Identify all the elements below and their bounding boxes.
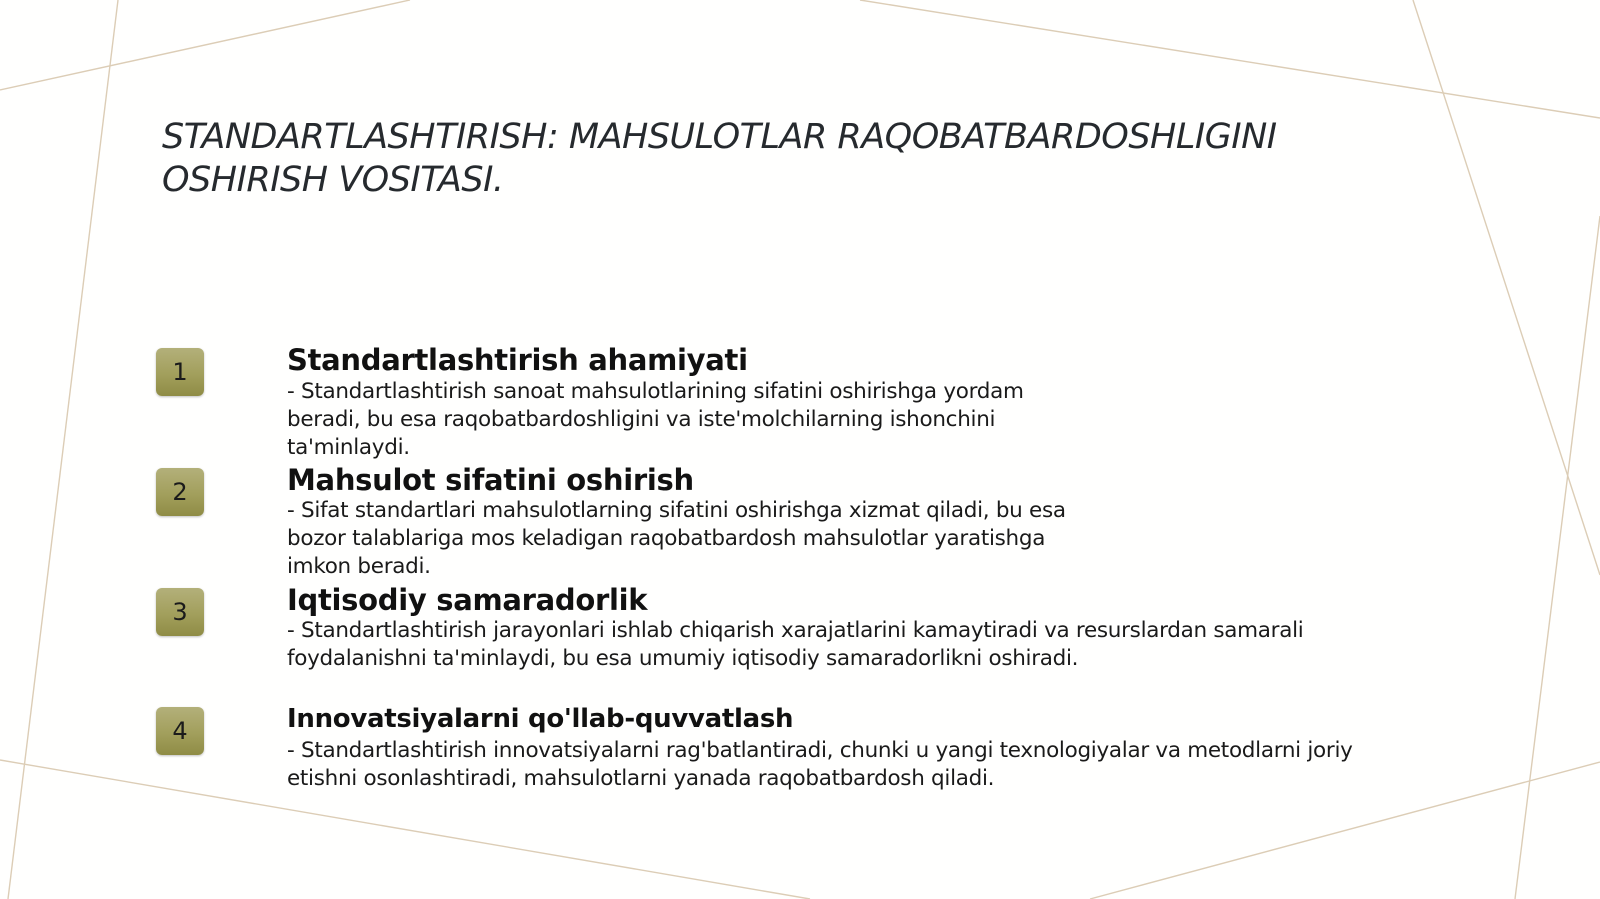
deco-line bbox=[1413, 0, 1600, 575]
item-heading: Iqtisodiy samaradorlik bbox=[287, 583, 648, 617]
item-description: - Standartlashtirish sanoat mahsulotlarining sifatini oshirishga yordam beradi, bu esa raqobatbardoshligini va iste'molchilarning ishonchini ta'minlaydi. bbox=[287, 379, 1024, 460]
slide-title: STANDARTLASHTIRISH: MAHSULOTLAR RAQOBATBARDOSHLIGINI OSHIRISH VOSITASI. bbox=[162, 117, 1277, 200]
deco-line bbox=[0, 0, 410, 90]
number-badge: 1 bbox=[156, 348, 204, 396]
item-description: - Standartlashtirish innovatsiyalarni rag'batlantiradi, chunki u yangi texnologiyalar va metodlarni joriy etishni osonlashtiradi, mahsulotlarni yanada raqobatbardosh qiladi. bbox=[287, 738, 1353, 791]
number-badge: 2 bbox=[156, 468, 204, 516]
item-description: - Standartlashtirish jarayonlari ishlab chiqarish xarajatlarini kamaytiradi va resurslardan samarali foydalanishni ta'minlaydi, bu esa umumiy iqtisodiy samaradorlikni oshiradi. bbox=[287, 618, 1304, 671]
deco-line bbox=[860, 0, 1600, 118]
item-heading: Mahsulot sifatini oshirish bbox=[287, 463, 694, 497]
item-description: - Sifat standartlari mahsulotlarning sifatini oshirishga xizmat qiladi, bu esa bozor talablariga mos keladigan raqobatbardosh mahsulotlar yaratishga imkon beradi. bbox=[287, 498, 1066, 579]
number-badge: 4 bbox=[156, 707, 204, 755]
number-badge: 3 bbox=[156, 588, 204, 636]
item-heading: Innovatsiyalarni qo'llab-quvvatlash bbox=[287, 704, 794, 734]
deco-line bbox=[1515, 216, 1600, 899]
item-heading: Standartlashtirish ahamiyati bbox=[287, 343, 748, 377]
